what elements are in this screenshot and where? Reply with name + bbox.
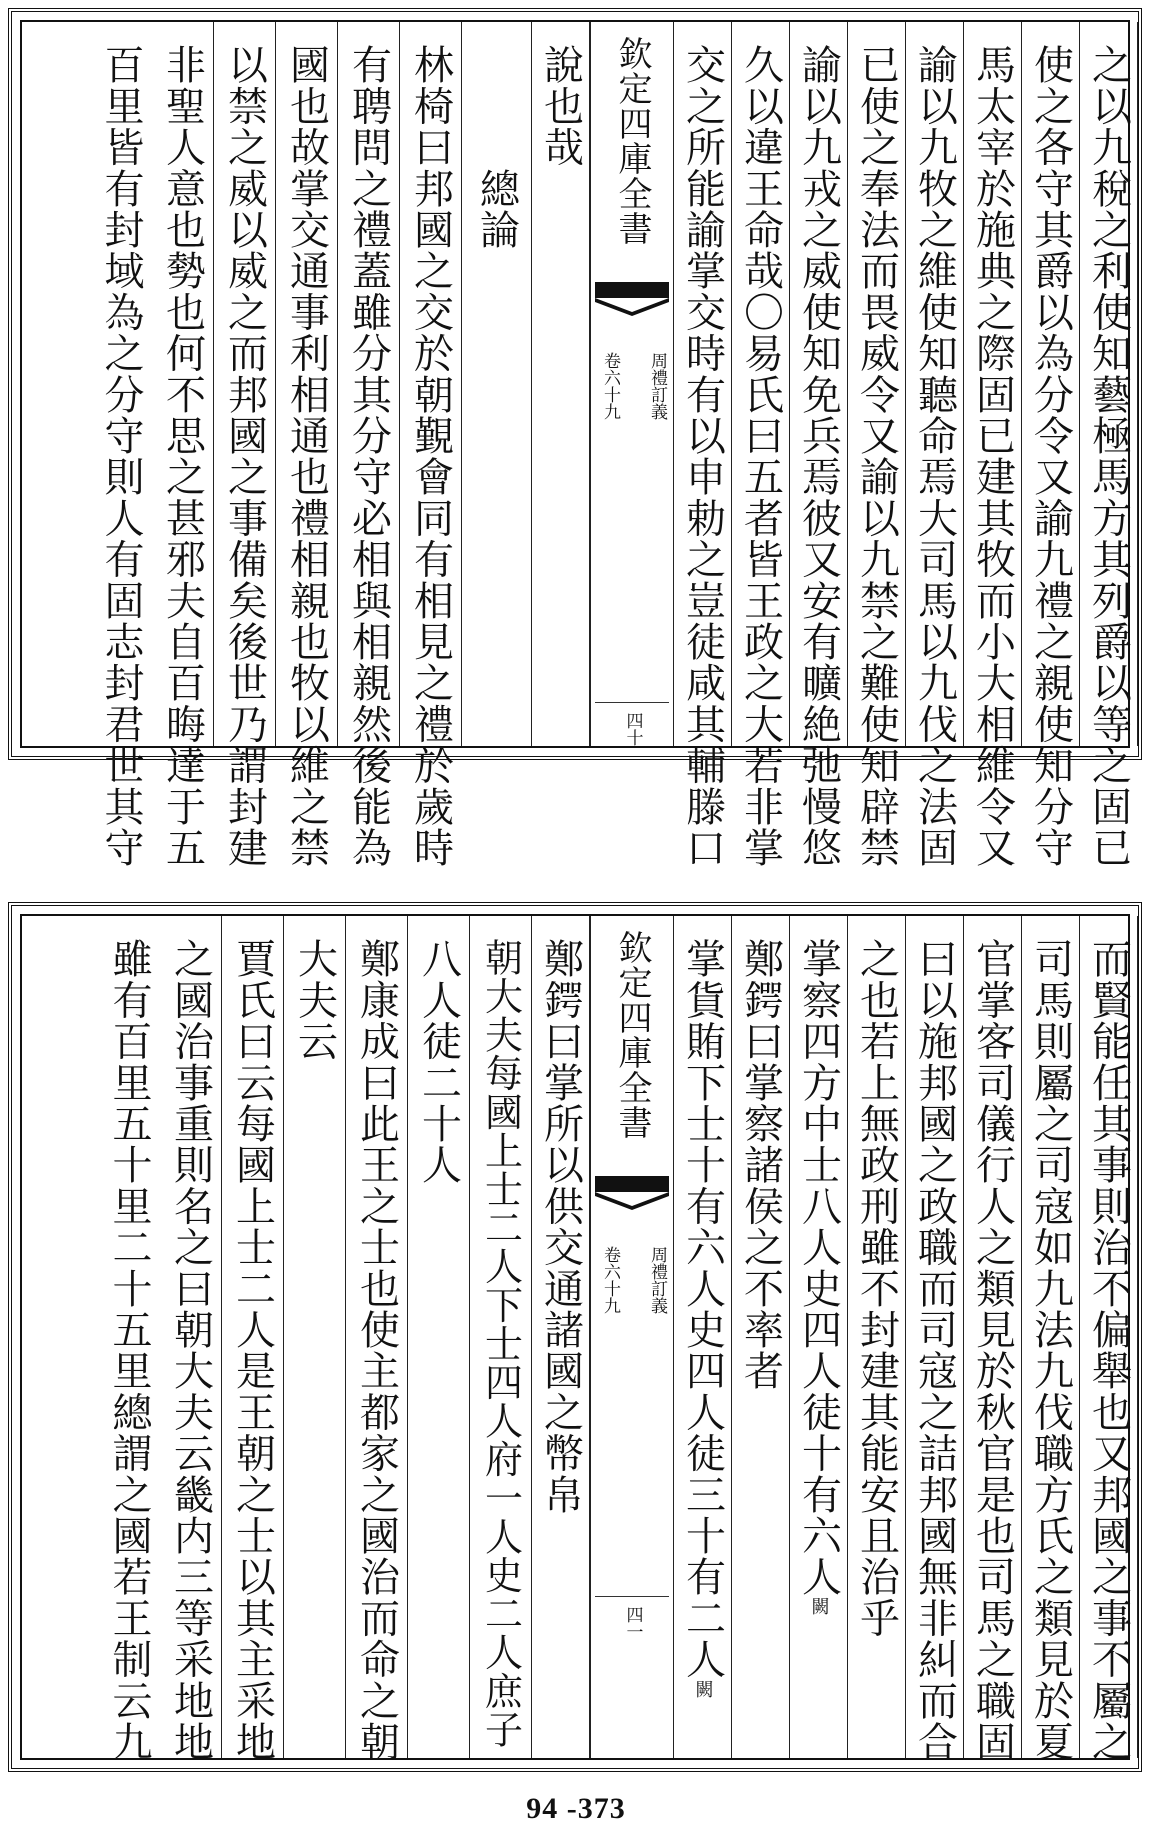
text-column: 曰以施邦國之政職而司寇之詰邦國無非糾而合 [906, 916, 964, 1758]
text-column: 百里皆有封域為之分守則人有固志封君世其守 [98, 44, 144, 868]
text-column: 之國治事重則名之曰朝大夫云畿内三等采地地 [160, 916, 222, 1758]
text-column: 大夫云 [284, 916, 346, 1758]
volume-number: 卷六十九 [600, 352, 620, 420]
missing-mark: 闕 [692, 1679, 714, 1699]
text-column: 林椅曰邦國之交於朝覲會同有相見之禮於歲時 [400, 22, 462, 746]
page-code: 94 -373 [526, 1792, 626, 1825]
text-column: 鄭鍔曰掌所以供交通諸國之幣帛 [532, 916, 590, 1758]
text-column: 賈氏曰云每國上士二人是王朝之士以其主采地 [222, 916, 284, 1758]
text-column: 八人徒二十人 [408, 916, 470, 1758]
text-column: 司馬則屬之司寇如九法九伐職方氏之類見於夏 [1022, 916, 1080, 1758]
text-column: 非聖人意也勢也何不思之甚邪夫自百晦達于五 [152, 22, 214, 746]
text-column: 以禁之威以威之而邦國之事備矣後世乃謂封建 [214, 22, 276, 746]
top-page-frame [8, 8, 1142, 868]
bottom-page-inner-border [20, 914, 1130, 1760]
missing-mark: 闕 [808, 1597, 830, 1617]
text-column: 掌察四方中士八人史四人徒十有六人闕 [790, 916, 848, 1758]
text-column: 交之所能諭掌交時有以申勅之豈徒咸其輔滕口 [674, 22, 732, 746]
text-column: 馬太宰於施典之際固已建其牧而小大相維令又 [964, 22, 1022, 746]
text-column: 說也哉 [532, 22, 590, 746]
volume-number: 卷六十九 [600, 1246, 620, 1314]
text-column: 朝大夫每國上士二人下士四人府一人史二人庶子 [470, 916, 532, 1758]
leaf-number: 四十 [622, 712, 643, 746]
text-column: 鄭康成曰此王之士也使主都家之國治而命之朝 [346, 916, 408, 1758]
text-column: 諭以九戎之威使知免兵焉彼又安有曠絶弛慢悠 [790, 22, 848, 746]
section-heading: 總論 [462, 22, 532, 746]
top-page-inner-border [20, 20, 1132, 868]
text-column: 官掌客司儀行人之類見於秋官是也司馬之職固 [964, 916, 1022, 1758]
text-column: 之以九稅之利使知藝極馬方其列爵以等之固已 [1080, 22, 1138, 746]
center-rule [595, 1596, 669, 1597]
center-fold-column [590, 916, 674, 1758]
book-series-title: 欽定四庫全書 [612, 36, 652, 246]
text-column: 有聘問之禮蓋雖分其分守必相與相親然後能為 [338, 22, 400, 746]
text-column: 掌貨賄下士十有六人史四人徒三十有二人闕 [674, 916, 732, 1758]
fish-tail-ornament [595, 282, 669, 316]
center-rule [595, 702, 669, 703]
text-column: 使之各守其爵以為分令又諭九禮之親使知分守 [1022, 22, 1080, 746]
text-column: 雖有百里五十里二十五里總謂之國若王制云九 [106, 938, 152, 1762]
text-column: 諭以九牧之維使知聽命焉大司馬以九伐之法固 [906, 22, 964, 746]
center-fold-column [590, 22, 674, 746]
fish-tail-ornament [595, 1176, 669, 1210]
book-title: 周禮訂義 [647, 1246, 667, 1314]
text-column: 已使之奉法而畏威令又諭以九禁之難使知辟禁 [848, 22, 906, 746]
book-title: 周禮訂義 [647, 352, 667, 420]
text-column: 之也若上無政刑雖不封建其能安且治乎 [848, 916, 906, 1758]
book-series-title: 欽定四庫全書 [612, 930, 652, 1140]
text-column: 國也故掌交通事利相通也禮相親也牧以維之禁 [276, 22, 338, 746]
bottom-page-frame [8, 902, 1142, 1772]
text-column: 而賢能任其事則治不偏舉也又邦國之事不屬之 [1080, 916, 1138, 1758]
text-column: 久以違王命哉〇易氏曰五者皆王政之大若非掌 [732, 22, 790, 746]
text-column: 鄭鍔曰掌察諸侯之不率者 [732, 916, 790, 1758]
leaf-number: 四一 [622, 1606, 643, 1640]
